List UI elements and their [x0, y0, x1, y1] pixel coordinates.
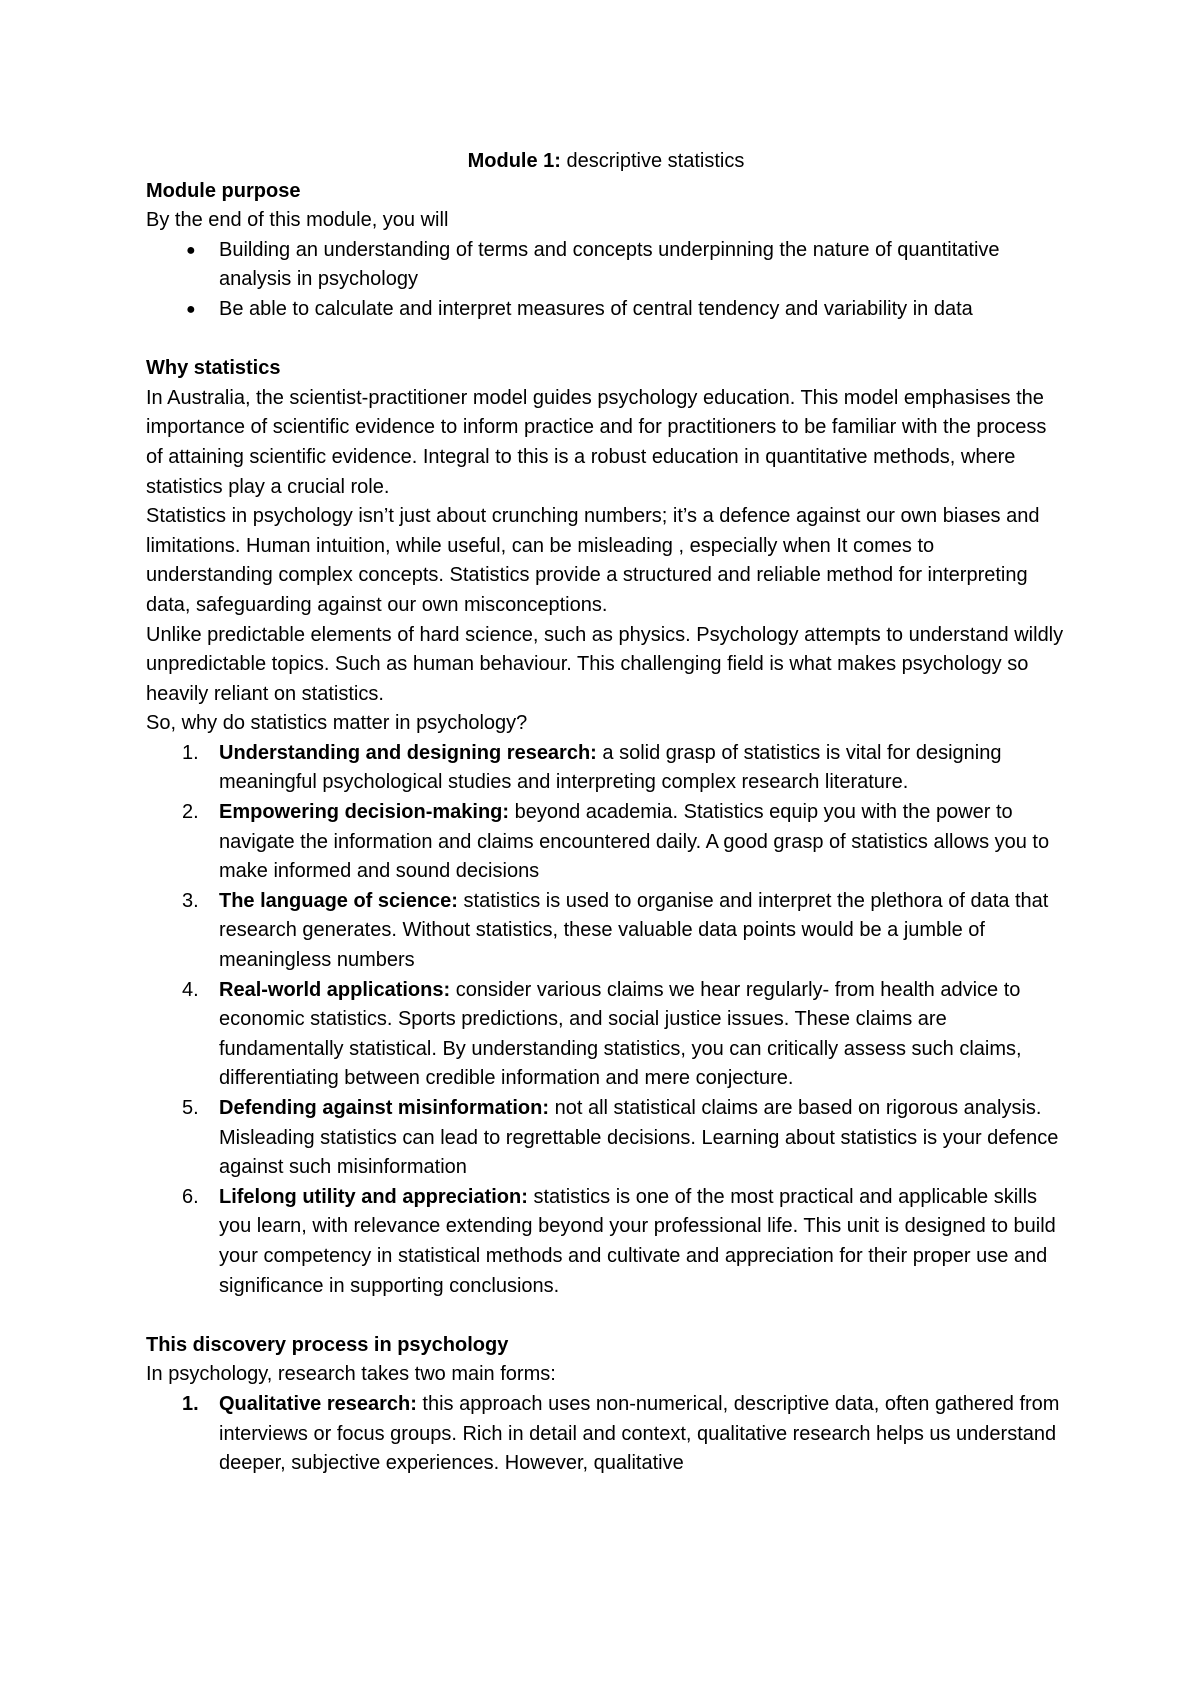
purpose-bullet-text: Building an understanding of terms and concepts underpinning the nature of quantitative analysis in psychology	[219, 238, 1000, 291]
why-list-item	[182, 798, 1066, 887]
why-list-item	[182, 739, 1066, 798]
why-paragraph: In Australia, the scientist-practitioner model guides psychology education. This model emphasises the importance of scientific evidence to inform practice and for practitioners to be familiar with the process of attaining scientific evidence. Integral to this is a robust education in quantitative methods, where statistics play a crucial role.	[146, 386, 1047, 498]
list-item-lead: Real-world applications:	[219, 978, 451, 1001]
list-item-text: not all statistical claims are based on rigorous analysis. Misleading statistics can lead to regrettable decisions. Learning about statistics is your defence against such misinformation	[219, 1097, 1059, 1179]
list-item-text: consider various claims we hear regularly- from health advice to economic statistics. Sports predictions, and social justice issues. These claims are fundamentally statistical. By understanding statistics, you can critically assess such claims, differentiating between credible information and mere conjecture.	[219, 978, 1022, 1090]
why-list-item	[182, 887, 1066, 976]
page-title	[146, 147, 1066, 177]
section-heading-module-purpose: Module purpose	[146, 179, 301, 202]
purpose-bullet-text: Be able to calculate and interpret measures of central tendency and variability in data	[219, 297, 973, 320]
list-number: 3.	[182, 889, 199, 912]
list-item-text: statistics is used to organise and interpret the plethora of data that research generates. Without statistics, these valuable data points would be a jumble of meaningless numbers	[219, 889, 1049, 972]
list-number: 5.	[182, 1097, 199, 1119]
list-item-lead: Qualitative research:	[219, 1392, 417, 1415]
list-item-lead: Defending against misinformation:	[219, 1097, 550, 1119]
title-topic: descriptive statistics	[560, 150, 745, 172]
bullet-icon: ●	[186, 300, 196, 318]
why-question: So, why do statistics matter in psychology?	[146, 712, 528, 735]
list-number: 1.	[182, 741, 199, 764]
list-number: 1.	[182, 1392, 199, 1415]
document-body	[146, 147, 1066, 1479]
title-module-number: Module 1:	[467, 150, 561, 172]
list-item-lead: Empowering decision-making:	[219, 801, 510, 824]
discovery-numbered-list	[146, 1390, 1066, 1479]
bullet-icon: ●	[186, 241, 196, 259]
discovery-list-item	[182, 1390, 1066, 1479]
list-item-text: statistics is one of the most practical and applicable skills you learn, with relevance extending beyond your professional life. This unit is designed to build your competency in statistical methods and cultivate and appreciation for their proper use and significance in supporting conclusions.	[219, 1185, 1056, 1297]
why-list-item	[182, 1183, 1066, 1301]
discovery-intro: In psychology, research takes two main forms:	[146, 1363, 556, 1386]
list-item-lead: Understanding and designing research:	[219, 741, 597, 764]
list-item-text: beyond academia. Statistics equip you with the power to navigate the information and claims encountered daily. A good grasp of statistics allows you to make informed and sound decisions	[219, 801, 1050, 883]
why-paragraph: Unlike predictable elements of hard science, such as physics. Psychology attempts to understand wildly unpredictable topics. Such as human behaviour. This challenging field is what makes psychology so heavily reliant on statistics.	[146, 623, 1064, 705]
list-item-lead: The language of science:	[219, 889, 458, 912]
list-number: 6.	[182, 1185, 199, 1208]
purpose-bullet-item	[186, 295, 1066, 325]
why-numbered-list	[146, 739, 1066, 1301]
section-heading-why-statistics: Why statistics	[146, 357, 281, 380]
why-list-item	[182, 976, 1066, 1094]
purpose-bullet-list	[146, 236, 1066, 325]
why-list-item	[182, 1094, 1066, 1183]
list-number: 4.	[182, 978, 199, 1001]
purpose-bullet-item	[186, 236, 1066, 295]
purpose-intro: By the end of this module, you will	[146, 209, 449, 232]
why-paragraph: Statistics in psychology isn’t just about crunching numbers; it’s a defence against our own biases and limitations. Human intuition, while useful, can be misleading , especially when It comes to understanding complex concepts. Statistics provide a structured and reliable method for interpreting data, safeguarding against our own misconceptions.	[146, 505, 1040, 616]
paragraph-spacer	[146, 325, 1066, 355]
paragraph-spacer	[146, 1301, 1066, 1331]
list-item-text: a solid grasp of statistics is vital for designing meaningful psychological studies and interpreting complex research literature.	[219, 741, 1002, 794]
list-number: 2.	[182, 801, 199, 824]
section-heading-discovery-process: This discovery process in psychology	[146, 1333, 509, 1356]
list-item-text: this approach uses non-numerical, descriptive data, often gathered from interviews or focus groups. Rich in detail and context, qualitative research helps us understand deeper, subjective experiences. However, qualitative	[219, 1392, 1060, 1475]
list-item-lead: Lifelong utility and appreciation:	[219, 1185, 528, 1208]
